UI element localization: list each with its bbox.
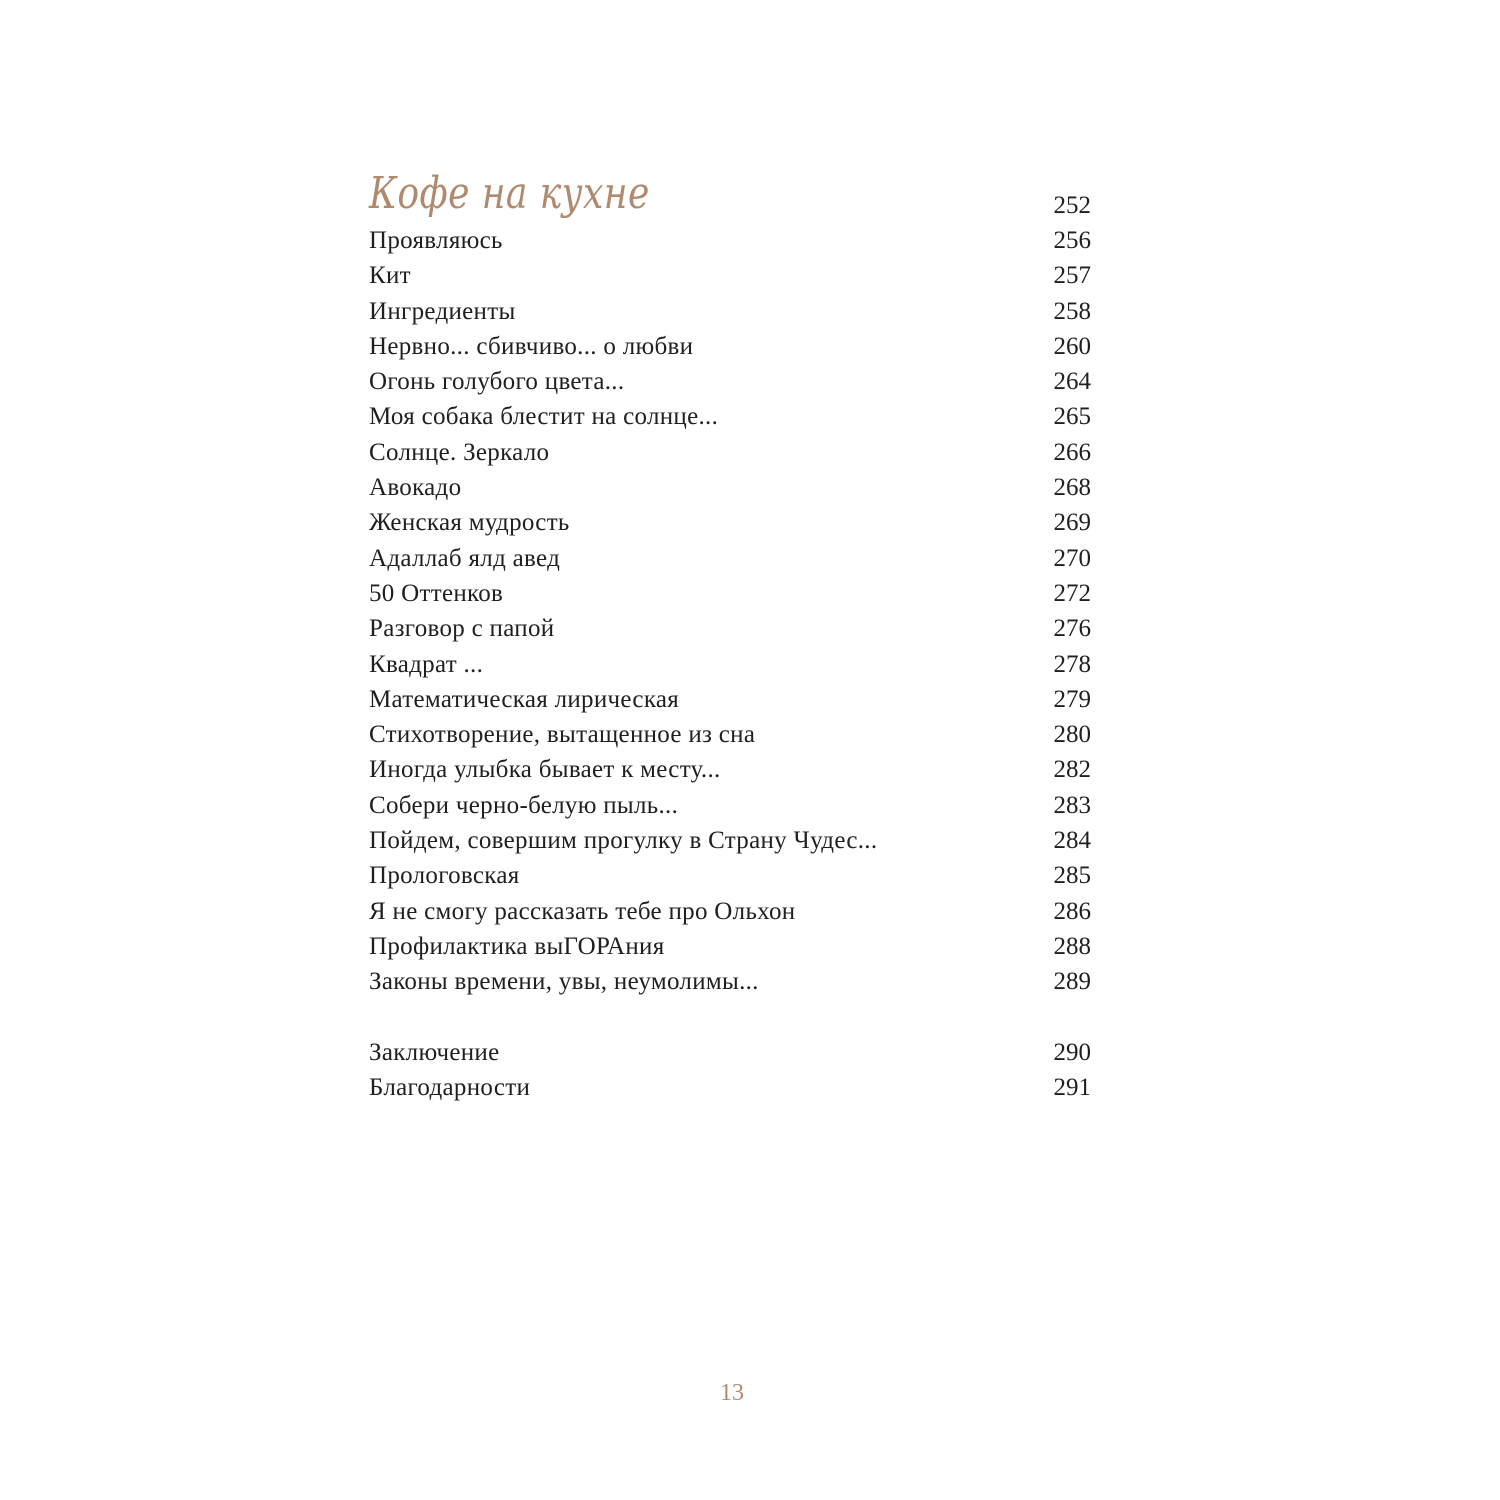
toc-entry [369,682,1091,717]
toc-entry-page: 289 [1053,968,1091,996]
toc-entry [369,294,1091,329]
toc-entry-page: 260 [1053,332,1091,360]
toc-entry [369,470,1091,505]
toc-entry-title: Законы времени, увы, неумолимы... [369,968,759,996]
toc-entry-title: Математическая лирическая [369,685,680,713]
toc-entry-page: 278 [1053,650,1091,678]
toc-entry-page: 288 [1053,932,1091,960]
toc-entry-title: Стихотворение, вытащенное из сна [369,721,756,749]
toc-entry-page: 279 [1053,685,1091,713]
toc-entry-page: 256 [1053,227,1091,254]
section-title: Кофе на кухне [369,168,650,219]
toc-entry [369,505,1091,540]
toc-entry-page: 264 [1053,368,1091,396]
toc-entry-title: Благодарности [369,1074,531,1102]
section-spacer [369,1000,1091,1035]
toc-entry [369,541,1091,576]
toc-entry [369,964,1091,999]
toc-entry-title: Собери черно-белую пыль... [369,791,679,819]
toc-entry-page: 291 [1053,1074,1091,1102]
toc-entry-title: Квадрат ... [369,650,484,678]
toc-entry-page: 286 [1053,897,1091,925]
toc-entry [369,364,1091,399]
toc-entry-title: 50 Оттенков [369,579,504,607]
toc-entry-page: 290 [1053,1038,1091,1066]
toc-entry-page: 280 [1053,721,1091,749]
toc-entry [369,894,1091,929]
toc-entry [369,258,1091,293]
toc-entry [369,788,1091,823]
toc-entry-title: Адаллаб ялд авед [369,544,561,572]
page-number: 13 [720,1380,744,1406]
toc-entry-title: Кит [369,262,411,290]
toc-entry [369,576,1091,611]
toc-entry-title: Проявляюсь [369,227,503,254]
toc-entry-page: 265 [1053,403,1091,431]
toc-entry-page: 257 [1053,262,1091,290]
toc-entry-title: Моя собака блестит на солнце... [369,403,719,431]
toc-entry-page: 284 [1053,827,1091,855]
toc-entry-title: Женская мудрость [369,509,570,537]
toc-entry-title: Разговор с папой [369,615,555,643]
toc-entry-page: 270 [1053,544,1091,572]
toc-entry [369,435,1091,470]
toc-entry-page: 276 [1053,615,1091,643]
section-heading [369,165,1091,223]
toc-entry-page: 285 [1053,862,1091,890]
toc-entry [369,752,1091,787]
toc-entry-title: Огонь голубого цвета... [369,368,625,396]
toc-entry [369,929,1091,964]
toc-entry-title: Ингредиенты [369,297,516,325]
table-of-contents [369,165,1091,1105]
toc-entry-title: Пойдем, совершим прогулку в Страну Чудес... [369,827,878,855]
toc-entry-title: Солнце. Зеркало [369,438,550,466]
toc-entry-page: 272 [1053,579,1091,607]
toc-entry [369,717,1091,752]
toc-entry [369,647,1091,682]
toc-entry-list [369,223,1091,1000]
toc-entry-page: 282 [1053,756,1091,784]
toc-entry [369,823,1091,858]
toc-entry-page: 266 [1053,438,1091,466]
toc-entry [369,858,1091,893]
toc-closing-list [369,1035,1091,1106]
toc-entry-page: 268 [1053,474,1091,502]
toc-entry [369,611,1091,646]
section-page-number: 252 [1053,192,1091,219]
toc-entry-page: 258 [1053,297,1091,325]
toc-entry-page: 283 [1053,791,1091,819]
toc-entry [369,1070,1091,1105]
toc-entry [369,223,1091,258]
toc-entry-page: 269 [1053,509,1091,537]
toc-entry-title: Я не смогу рассказать тебе про Ольхон [369,897,796,925]
toc-entry [369,329,1091,364]
toc-entry [369,399,1091,434]
toc-entry-title: Заключение [369,1038,500,1066]
toc-entry-title: Профилактика выГОРАния [369,932,665,960]
toc-entry-title: Прологовская [369,862,520,890]
toc-entry-title: Нервно... сбивчиво... о любви [369,332,694,360]
toc-entry [369,1035,1091,1070]
toc-entry-title: Иногда улыбка бывает к месту... [369,756,721,784]
toc-entry-title: Авокадо [369,474,462,502]
